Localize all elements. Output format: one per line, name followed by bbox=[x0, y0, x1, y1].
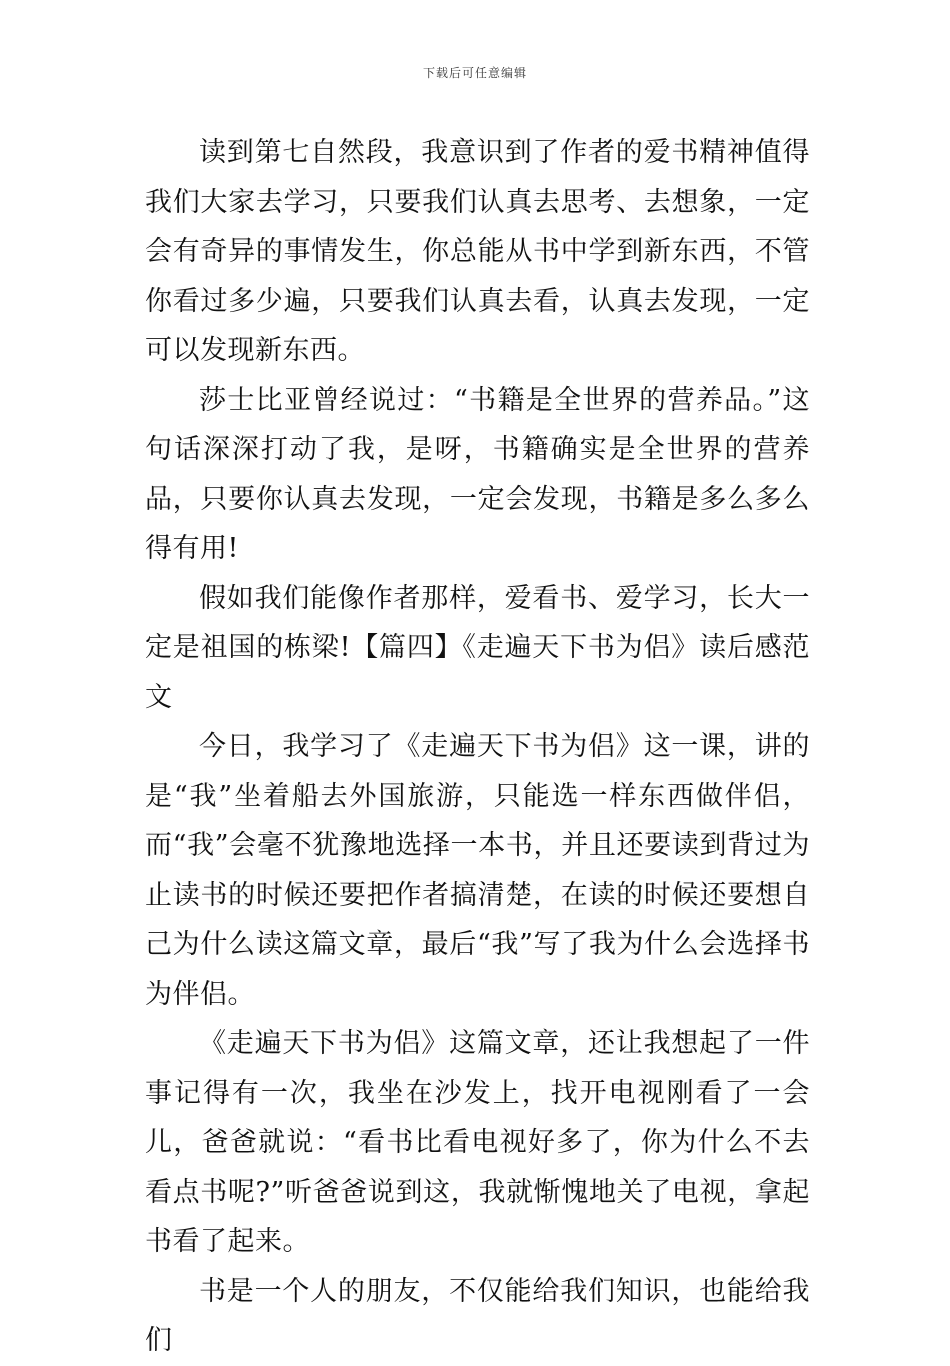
paragraph-1: 读到第七自然段，我意识到了作者的爱书精神值得我们大家去学习，只要我们认真去思考、去想象，一定会有奇异的事情发生，你总能从书中学到新东西，不管你看过多少遍，只要我们认真去看，认真去发现，一定可以发现新东西。 bbox=[145, 137, 810, 366]
document-body bbox=[145, 128, 810, 1366]
paragraph-5: 《走遍天下书为侣》这篇文章，还让我想起了一件事记得有一次，我坐在沙发上，找开电视刚看了一会儿，爸爸就说：“看书比看电视好多了，你为什么不去看点书呢?”听爸爸说到这，我就惭愧地关了电视，拿起书看了起来。 bbox=[145, 1028, 810, 1257]
paragraph-4: 今日，我学习了《走遍天下书为侣》这一课，讲的是“我”坐着船去外国旅游，只能选一样东西做伴侣，而“我”会毫不犹豫地选择一本书，并且还要读到背过为止读书的时候还要把作者搞清楚，在读的时候还要想自己为什么读这篇文章，最后“我”写了我为什么会选择书为伴侣。 bbox=[145, 731, 810, 1010]
paragraph-6: 书是一个人的朋友，不仅能给我们知识，也能给我们 bbox=[145, 1275, 810, 1356]
page-header-note: 下载后可任意编辑 bbox=[422, 66, 527, 80]
paragraph-2: 莎士比亚曾经说过：“书籍是全世界的营养品。”这句话深深打动了我，是呀，书籍确实是全世界的营养品，只要你认真去发现，一定会发现，书籍是多么多么得有用! bbox=[145, 384, 810, 564]
paragraph-3: 假如我们能像作者那样，爱看书、爱学习，长大一定是祖国的栋梁!【篇四】《走遍天下书为侣》读后感范文 bbox=[145, 582, 810, 713]
